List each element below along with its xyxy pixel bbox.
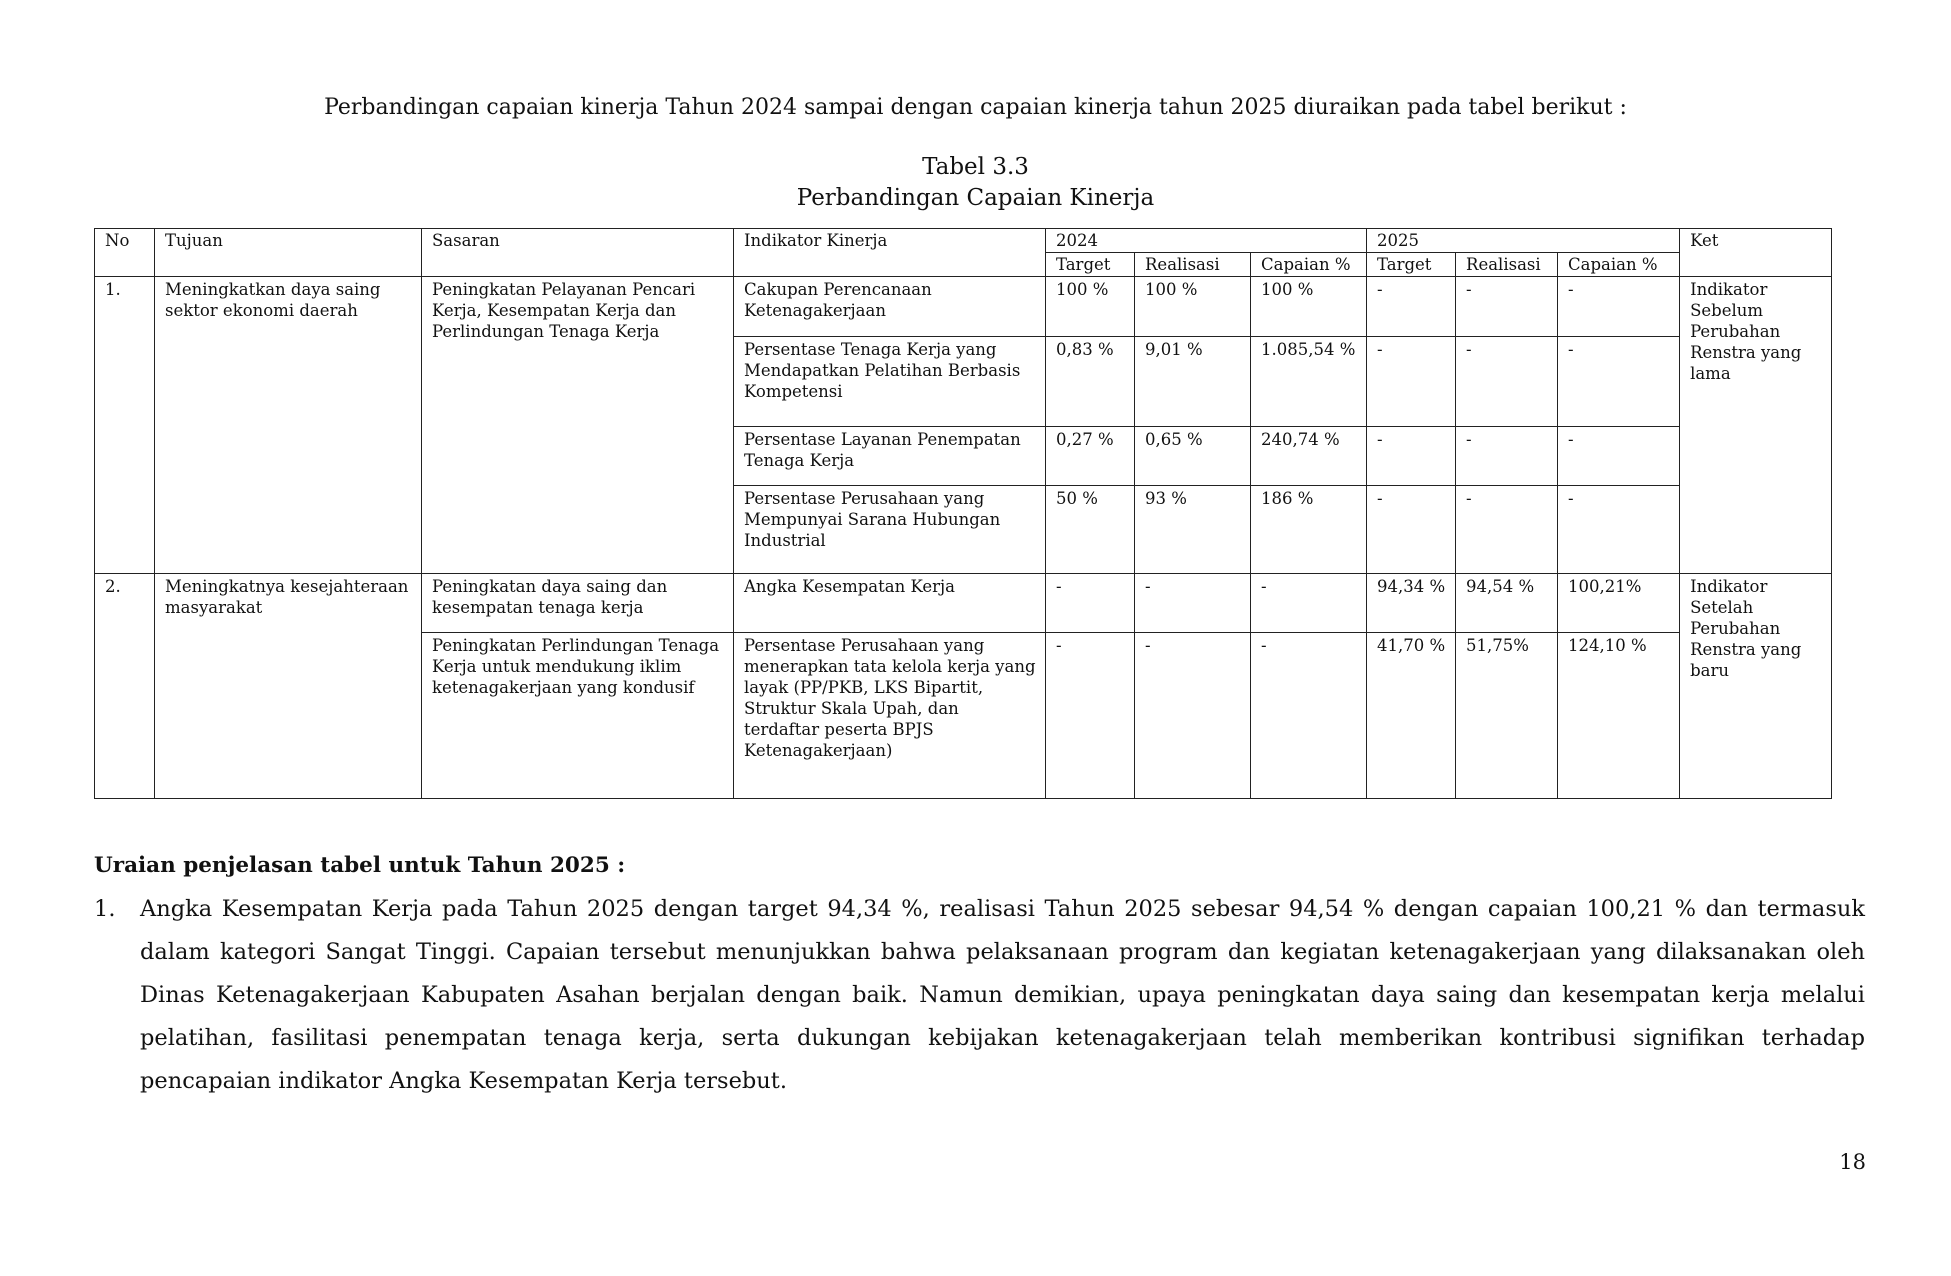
cell-realisasi-2025: - — [1456, 337, 1558, 427]
cell-capaian-2024: 1.085,54 % — [1251, 337, 1367, 427]
header-target-2025: Target — [1367, 253, 1456, 277]
list-item-number: 1. — [94, 896, 116, 922]
cell-ket: Indikator Sebelum Perubahan Renstra yang lama — [1680, 277, 1832, 574]
explanation-heading: Uraian penjelasan tabel untuk Tahun 2025 : — [94, 853, 626, 878]
cell-target-2024: 50 % — [1046, 486, 1135, 574]
cell-realisasi-2025: 51,75% — [1456, 633, 1558, 799]
cell-sasaran: Peningkatan Perlindungan Tenaga Kerja untuk mendukung iklim ketenagakerjaan yang kondusif — [422, 633, 734, 799]
cell-no: 1. — [95, 277, 155, 574]
cell-target-2025: 94,34 % — [1367, 574, 1456, 633]
cell-realisasi-2024: 100 % — [1135, 277, 1251, 337]
table-row — [95, 277, 1832, 337]
header-tujuan: Tujuan — [155, 229, 422, 277]
cell-indikator: Persentase Perusahaan yang menerapkan tata kelola kerja yang layak (PP/PKB, LKS Bipartit, Struktur Skala Upah, dan terdaftar peserta BPJS Ketenagakerjaan) — [734, 633, 1046, 799]
cell-target-2024: 0,83 % — [1046, 337, 1135, 427]
cell-ket: Indikator Setelah Perubahan Renstra yang baru — [1680, 574, 1832, 799]
header-indikator: Indikator Kinerja — [734, 229, 1046, 277]
cell-sasaran: Peningkatan daya saing dan kesempatan tenaga kerja — [422, 574, 734, 633]
cell-target-2024: 0,27 % — [1046, 427, 1135, 486]
cell-capaian-2025: 100,21% — [1558, 574, 1680, 633]
table-row — [95, 574, 1832, 633]
cell-realisasi-2025: 94,54 % — [1456, 574, 1558, 633]
explanation-list — [94, 888, 1865, 1103]
header-sasaran: Sasaran — [422, 229, 734, 277]
cell-target-2025: - — [1367, 277, 1456, 337]
intro-paragraph: Perbandingan capaian kinerja Tahun 2024 sampai dengan capaian kinerja tahun 2025 diuraikan pada tabel berikut : — [324, 95, 1627, 120]
cell-capaian-2025: - — [1558, 337, 1680, 427]
cell-target-2025: 41,70 % — [1367, 633, 1456, 799]
cell-realisasi-2024: - — [1135, 574, 1251, 633]
list-item — [94, 888, 1865, 1103]
cell-capaian-2024: 100 % — [1251, 277, 1367, 337]
header-no: No — [95, 229, 155, 277]
header-capaian-2025: Capaian % — [1558, 253, 1680, 277]
cell-indikator: Persentase Perusahaan yang Mempunyai Sarana Hubungan Industrial — [734, 486, 1046, 574]
cell-realisasi-2024: 9,01 % — [1135, 337, 1251, 427]
cell-tujuan: Meningkatkan daya saing sektor ekonomi daerah — [155, 277, 422, 574]
cell-sasaran: Peningkatan Pelayanan Pencari Kerja, Kesempatan Kerja dan Perlindungan Tenaga Kerja — [422, 277, 734, 574]
cell-target-2024: - — [1046, 574, 1135, 633]
cell-indikator: Persentase Layanan Penempatan Tenaga Kerja — [734, 427, 1046, 486]
cell-capaian-2024: 240,74 % — [1251, 427, 1367, 486]
header-capaian-2024: Capaian % — [1251, 253, 1367, 277]
table-title: Perbandingan Capaian Kinerja — [796, 185, 1155, 211]
cell-capaian-2024: - — [1251, 633, 1367, 799]
header-year-2024: 2024 — [1046, 229, 1367, 253]
cell-target-2024: - — [1046, 633, 1135, 799]
header-realisasi-2025: Realisasi — [1456, 253, 1558, 277]
cell-capaian-2024: 186 % — [1251, 486, 1367, 574]
cell-realisasi-2024: - — [1135, 633, 1251, 799]
list-item-text: Angka Kesempatan Kerja pada Tahun 2025 dengan target 94,34 %, realisasi Tahun 2025 sebesar 94,54 % dengan capaian 100,21 % dan termasuk dalam kategori Sangat Tinggi. Capaian tersebut menunjukkan bahwa pelaksanaan program dan kegiatan ketenagakerjaan yang dilaksanakan oleh Dinas Ketenagakerjaan Kabupaten Asahan berjalan dengan baik. Namun demikian, upaya peningkatan daya saing dan kesempatan kerja melalui pelatihan, fasilitasi penempatan tenaga kerja, serta dukungan kebijakan ketenagakerjaan telah memberikan kontribusi signifikan terhadap pencapaian indikator Angka Kesempatan Kerja tersebut. — [140, 896, 1865, 1094]
cell-target-2025: - — [1367, 486, 1456, 574]
cell-tujuan: Meningkatnya kesejahteraan masyarakat — [155, 574, 422, 799]
table-header-row — [95, 229, 1832, 253]
cell-realisasi-2024: 0,65 % — [1135, 427, 1251, 486]
table-caption — [0, 152, 1951, 214]
cell-target-2025: - — [1367, 337, 1456, 427]
cell-capaian-2025: - — [1558, 486, 1680, 574]
table-number: Tabel 3.3 — [922, 154, 1029, 180]
cell-indikator: Angka Kesempatan Kerja — [734, 574, 1046, 633]
header-realisasi-2024: Realisasi — [1135, 253, 1251, 277]
cell-no: 2. — [95, 574, 155, 799]
cell-capaian-2025: - — [1558, 277, 1680, 337]
cell-target-2024: 100 % — [1046, 277, 1135, 337]
cell-realisasi-2024: 93 % — [1135, 486, 1251, 574]
header-ket: Ket — [1680, 229, 1832, 277]
cell-realisasi-2025: - — [1456, 277, 1558, 337]
header-target-2024: Target — [1046, 253, 1135, 277]
performance-comparison-table — [94, 228, 1832, 799]
header-year-2025: 2025 — [1367, 229, 1680, 253]
cell-capaian-2025: 124,10 % — [1558, 633, 1680, 799]
cell-capaian-2024: - — [1251, 574, 1367, 633]
cell-realisasi-2025: - — [1456, 427, 1558, 486]
cell-indikator: Persentase Tenaga Kerja yang Mendapatkan Pelatihan Berbasis Kompetensi — [734, 337, 1046, 427]
page-number: 18 — [1839, 1150, 1866, 1174]
cell-realisasi-2025: - — [1456, 486, 1558, 574]
cell-indikator: Cakupan Perencanaan Ketenagakerjaan — [734, 277, 1046, 337]
cell-target-2025: - — [1367, 427, 1456, 486]
cell-capaian-2025: - — [1558, 427, 1680, 486]
